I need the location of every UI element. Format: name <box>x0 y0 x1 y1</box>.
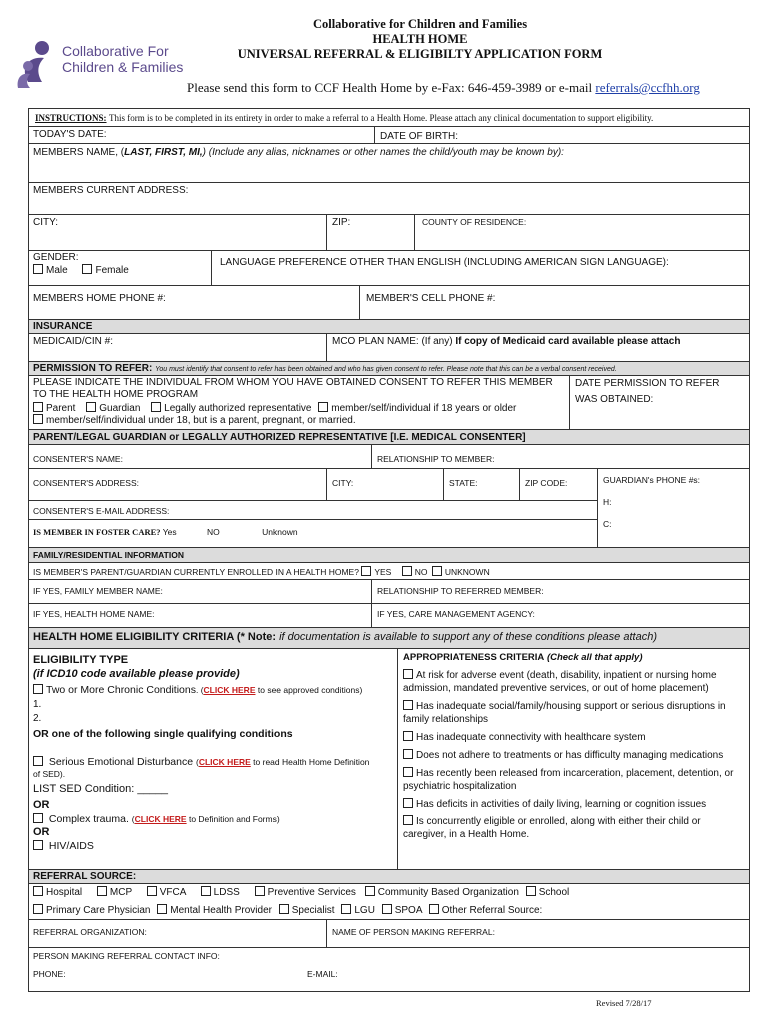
foster-unknown[interactable]: Unknown <box>262 527 298 537</box>
criteria-1-text: At risk for adverse event (death, disability, inpatient or nursing home <box>416 670 717 681</box>
logo-figures-icon <box>14 38 64 98</box>
referrer-email-field[interactable]: E-MAIL: <box>307 969 338 979</box>
criteria-1-line-2: admission, mandated preventive services, or out of home placement) <box>403 683 709 694</box>
spoa-checkbox[interactable] <box>382 904 392 914</box>
hiv-checkbox[interactable] <box>33 840 43 850</box>
sed-label: Serious Emotional Disturbance <box>48 756 194 768</box>
eligibility-type: ELIGIBILITY TYPE <box>33 654 129 666</box>
consenter-zip-field[interactable]: ZIP CODE: <box>525 478 568 488</box>
logo-line-2: Children & Families <box>62 59 184 75</box>
permission-title: PERMISSION TO REFER: <box>33 363 153 374</box>
zip-field[interactable]: ZIP: <box>332 217 351 228</box>
hh-unknown-checkbox[interactable] <box>432 566 442 576</box>
under18-label: member/self/individual under 18, but is a parent, pregnant, or married. <box>46 415 356 426</box>
criteria-3-text: Has inadequate connectivity with healthcare system <box>416 732 646 743</box>
consenter-name-field[interactable]: CONSENTER'S NAME: <box>33 454 123 464</box>
cbo-checkbox[interactable] <box>365 886 375 896</box>
parent-checkbox[interactable] <box>33 402 43 412</box>
foster-question: IS MEMBER IN FOSTER CARE? <box>33 527 161 537</box>
criteria-connectivity <box>403 731 646 743</box>
parent-label: Parent <box>46 403 76 414</box>
consent-under18 <box>33 414 356 426</box>
consenter-email-field[interactable]: CONSENTER'S E-MAIL ADDRESS: <box>33 506 170 516</box>
lgu-label: LGU <box>354 905 375 916</box>
form-title: UNIVERSAL REFERRAL & ELIGIBILTY APPLICATION FORM <box>237 47 603 61</box>
or-label-1: OR <box>33 799 50 811</box>
permission-date-label-1: DATE PERMISSION TO REFER <box>575 378 720 389</box>
self-18-checkbox[interactable] <box>318 402 328 412</box>
spoa-label: SPOA <box>394 905 422 916</box>
ldss-checkbox[interactable] <box>201 886 211 896</box>
school-checkbox[interactable] <box>526 886 536 896</box>
pcp-label: Primary Care Physician <box>46 905 151 916</box>
name-label: MEMBERS NAME, ( <box>33 147 125 158</box>
criteria-released <box>403 767 733 779</box>
guardian-phones-label: GUARDIAN's PHONE #s: <box>603 475 701 485</box>
sed-link-text: to read Health Home Definition <box>253 757 370 767</box>
family-member-field[interactable]: IF YES, FAMILY MEMBER NAME: <box>33 586 163 596</box>
lgu-checkbox[interactable] <box>341 904 351 914</box>
hospital-label: Hospital <box>46 887 83 898</box>
foster-yes[interactable]: Yes <box>162 527 177 537</box>
name-format: LAST, FIRST, MI, <box>124 147 203 158</box>
criteria-7-line-2: caregiver, in a Health Home. <box>403 829 530 840</box>
revised-date: Revised 7/28/17 <box>596 998 652 1008</box>
referrer-contact-label: PERSON MAKING REFERRAL CONTACT INFO: <box>33 951 220 961</box>
criteria-adherence <box>403 749 723 761</box>
criteria-5-checkbox[interactable] <box>403 767 413 777</box>
email-link[interactable]: referrals@ccfhh.org <box>595 80 700 95</box>
org-title: Collaborative for Children and Families <box>312 17 528 31</box>
ldss-label: LDSS <box>213 887 240 898</box>
trauma-checkbox[interactable] <box>33 813 43 823</box>
sed-link-text-2: of SED). <box>33 769 66 779</box>
relationship-referred-field[interactable]: RELATIONSHIP TO REFERRED MEMBER: <box>377 586 544 596</box>
sed-checkbox[interactable] <box>33 756 43 766</box>
send-text: Please send this form to CCF Health Home by e-Fax: 646-459-3989 or e-mail <box>187 80 593 95</box>
or-label-2: OR <box>33 826 50 838</box>
language-field[interactable]: LANGUAGE PREFERENCE OTHER THAN ENGLISH (INCLUDING AMERICAN SIGN LANGUAGE): <box>220 257 669 268</box>
hospital-checkbox[interactable] <box>33 886 43 896</box>
instructions-text: This form is to be completed in its entirety in order to make a referral to a Health Home. Please attach any clinical documentation to support eligibility. <box>109 113 654 123</box>
condition-2[interactable]: 2. <box>33 713 42 724</box>
consenter-state-field[interactable]: STATE: <box>449 478 478 488</box>
criteria-2-line-2: family relationships <box>403 714 489 725</box>
cell-phone-field[interactable]: MEMBER'S CELL PHONE #: <box>366 293 496 304</box>
hh-yes-checkbox[interactable] <box>361 566 371 576</box>
referral-org-field[interactable]: REFERRAL ORGANIZATION: <box>33 927 147 937</box>
mental-health-label: Mental Health Provider <box>170 905 272 916</box>
appropriateness-label: APPROPRIATENESS CRITERIA <box>403 652 545 663</box>
mco-field[interactable] <box>332 336 680 347</box>
program-title: HEALTH HOME <box>372 32 468 46</box>
logo-text <box>62 43 183 75</box>
criteria-4-checkbox[interactable] <box>403 749 413 759</box>
consent-line-1: PLEASE INDICATE THE INDIVIDUAL FROM WHOM YOU HAVE OBTAINED CONSENT TO REFER THIS MEMBER <box>33 377 553 388</box>
mco-label: MCO PLAN NAME: (If any) <box>332 336 453 347</box>
referral-source-row-2 <box>33 904 542 916</box>
chronic-label: Two or More Chronic Conditions <box>46 684 196 696</box>
hh-unknown-label: UNKNOWN <box>444 567 490 577</box>
female-label: Female <box>95 265 129 276</box>
chronic-click-here-link[interactable]: CLICK HERE <box>203 685 256 695</box>
family-title: FAMILY/RESIDENTIAL INFORMATION <box>33 550 184 560</box>
criteria-adverse-event <box>403 669 717 681</box>
icd10-note: (if ICD10 code available please provide) <box>33 668 240 680</box>
city-field[interactable]: CITY: <box>33 217 59 228</box>
cbo-label: Community Based Organization <box>377 887 519 898</box>
criteria-5-text: Has recently been released from incarceration, placement, detention, or <box>416 768 734 779</box>
medicaid-field[interactable]: MEDICAID/CIN #: <box>33 336 114 347</box>
preventive-checkbox[interactable] <box>255 886 265 896</box>
self-18-label: member/self/individual if 18 years or older <box>331 403 517 414</box>
trauma-link-text: to Definition and Forms) <box>188 814 280 824</box>
eligibility-title-note: if documentation is available to support any of these conditions please attach) <box>279 631 657 643</box>
pcp-checkbox[interactable] <box>33 904 43 914</box>
member-name-field[interactable] <box>33 147 564 158</box>
criteria-3-checkbox[interactable] <box>403 731 413 741</box>
consent-line-2: TO THE HEALTH HOME PROGRAM <box>33 389 199 400</box>
hiv-option <box>33 840 94 852</box>
school-label: School <box>538 887 570 898</box>
hh-no-label: NO <box>414 567 428 577</box>
legal-rep-label: Legally authorized representative <box>164 403 312 414</box>
consent-options <box>33 402 516 414</box>
or-single-condition: OR one of the following single qualifying conditions <box>33 728 293 740</box>
permission-note: You must identify that consent to refer has been obtained and who has given consent to refer. Please note that this can be a verbal consent received. <box>155 366 617 373</box>
consenter-relationship-field[interactable]: RELATIONSHIP TO MEMBER: <box>377 454 495 464</box>
eligibility-title <box>33 631 657 643</box>
criteria-6-checkbox[interactable] <box>403 798 413 808</box>
dob-field[interactable]: DATE OF BIRTH: <box>380 131 458 142</box>
permission-date-field[interactable]: WAS OBTAINED: <box>575 394 654 405</box>
specialist-label: Specialist <box>291 905 335 916</box>
instructions <box>35 113 653 123</box>
vfca-checkbox[interactable] <box>147 886 157 896</box>
mcp-checkbox[interactable] <box>97 886 107 896</box>
criteria-1-checkbox[interactable] <box>403 669 413 679</box>
hh-enrollment <box>33 566 490 577</box>
male-checkbox[interactable] <box>33 264 43 274</box>
cm-agency-field[interactable]: IF YES, CARE MANAGEMENT AGENCY: <box>377 609 535 619</box>
hh-yes-label: YES <box>374 567 392 577</box>
sed-option: Serious Emotional Disturbance (CLICK HERE to read Health Home Definition <box>33 756 369 768</box>
criteria-2-text: Has inadequate social/family/housing support or serious disruptions in <box>416 701 726 712</box>
preventive-label: Preventive Services <box>267 887 356 898</box>
criteria-adl-deficits <box>403 798 706 810</box>
consenter-city-field[interactable]: CITY: <box>332 478 354 488</box>
send-instructions <box>187 80 700 96</box>
hh-enrolled-question: IS MEMBER'S PARENT/GUARDIAN CURRENTLY ENROLLED IN A HEALTH HOME? <box>33 567 359 577</box>
name-note: ) (Include any alias, nicknames or other names the child/youth may be known by): <box>202 147 564 158</box>
sed-click-here-link[interactable]: CLICK HERE <box>198 757 251 767</box>
referral-source-title: REFERRAL SOURCE: <box>33 871 137 882</box>
mental-health-checkbox[interactable] <box>157 904 167 914</box>
foster-care <box>33 527 298 537</box>
mco-note: If copy of Medicaid card available please attach <box>455 336 681 347</box>
referral-source-row-1 <box>33 886 569 898</box>
hh-no-checkbox[interactable] <box>402 566 412 576</box>
criteria-5-line-2: psychiatric hospitalization <box>403 781 517 792</box>
trauma-label: Complex trauma. <box>48 813 129 825</box>
referrer-name-field[interactable]: NAME OF PERSON MAKING REFERRAL: <box>332 927 495 937</box>
criteria-4-text: Does not adhere to treatments or has difficulty managing medications <box>416 750 724 761</box>
criteria-concurrent <box>403 815 701 827</box>
hiv-label: HIV/AIDS <box>48 840 94 852</box>
guardian-home-phone-field[interactable]: H: <box>603 497 612 507</box>
consenter-address-field[interactable]: CONSENTER'S ADDRESS: <box>33 478 140 488</box>
member-address-field[interactable]: MEMBERS CURRENT ADDRESS: <box>33 185 189 196</box>
legal-rep-checkbox[interactable] <box>151 402 161 412</box>
instructions-label: INSTRUCTIONS: <box>35 113 107 123</box>
condition-1[interactable]: 1. <box>33 699 42 710</box>
hh-name-field[interactable]: IF YES, HEALTH HOME NAME: <box>33 609 155 619</box>
consenter-title: PARENT/LEGAL GUARDIAN or LEGALLY AUTHORIZED REPRESENTATIVE [I.E. MEDICAL CONSENTER] <box>33 432 526 443</box>
guardian-checkbox[interactable] <box>86 402 96 412</box>
criteria-2-checkbox[interactable] <box>403 700 413 710</box>
foster-no[interactable]: NO <box>207 527 220 537</box>
criteria-7-checkbox[interactable] <box>403 815 413 825</box>
criteria-7-text: Is concurrently eligible or enrolled, along with either their child or <box>416 816 701 827</box>
under18-checkbox[interactable] <box>33 414 43 424</box>
county-field[interactable]: COUNTY OF RESIDENCE: <box>422 217 527 227</box>
logo-line-1: Collaborative For <box>62 43 169 59</box>
male-label: Male <box>46 265 68 276</box>
complex-trauma-option: Complex trauma. (CLICK HERE to Definition and Forms) <box>33 813 280 825</box>
gender-options <box>33 264 129 276</box>
list-sed-field[interactable]: LIST SED Condition: _____ <box>33 783 168 795</box>
chronic-link-text: to see approved conditions) <box>257 685 363 695</box>
insurance-title: INSURANCE <box>33 321 93 332</box>
appropriateness-sub: (Check all that apply) <box>546 652 643 663</box>
guardian-label: Guardian <box>99 403 141 414</box>
mcp-label: MCP <box>109 887 132 898</box>
female-checkbox[interactable] <box>82 264 92 274</box>
trauma-click-here-link[interactable]: CLICK HERE <box>134 814 187 824</box>
home-phone-field[interactable]: MEMBERS HOME PHONE #: <box>33 293 166 304</box>
referrer-phone-field[interactable]: PHONE: <box>33 969 66 979</box>
permission-header <box>33 363 617 374</box>
todays-date-field[interactable]: TODAY'S DATE: <box>33 129 107 140</box>
other-label: Other Referral Source: <box>441 905 543 916</box>
chronic-checkbox[interactable] <box>33 684 43 694</box>
specialist-checkbox[interactable] <box>279 904 289 914</box>
gender-label: GENDER: <box>33 252 79 263</box>
chronic-conditions-option: Two or More Chronic Conditions. (CLICK HERE to see approved conditions) <box>33 684 362 696</box>
other-checkbox[interactable] <box>429 904 439 914</box>
criteria-6-text: Has deficits in activities of daily living, learning or cognition issues <box>416 799 707 810</box>
guardian-cell-phone-field[interactable]: C: <box>603 519 612 529</box>
appropriateness-title <box>403 652 643 663</box>
referral-form <box>28 108 750 992</box>
eligibility-title-main: HEALTH HOME ELIGIBILITY CRITERIA (* Note: <box>33 631 277 643</box>
vfca-label: VFCA <box>159 887 186 898</box>
criteria-social-support <box>403 700 726 712</box>
